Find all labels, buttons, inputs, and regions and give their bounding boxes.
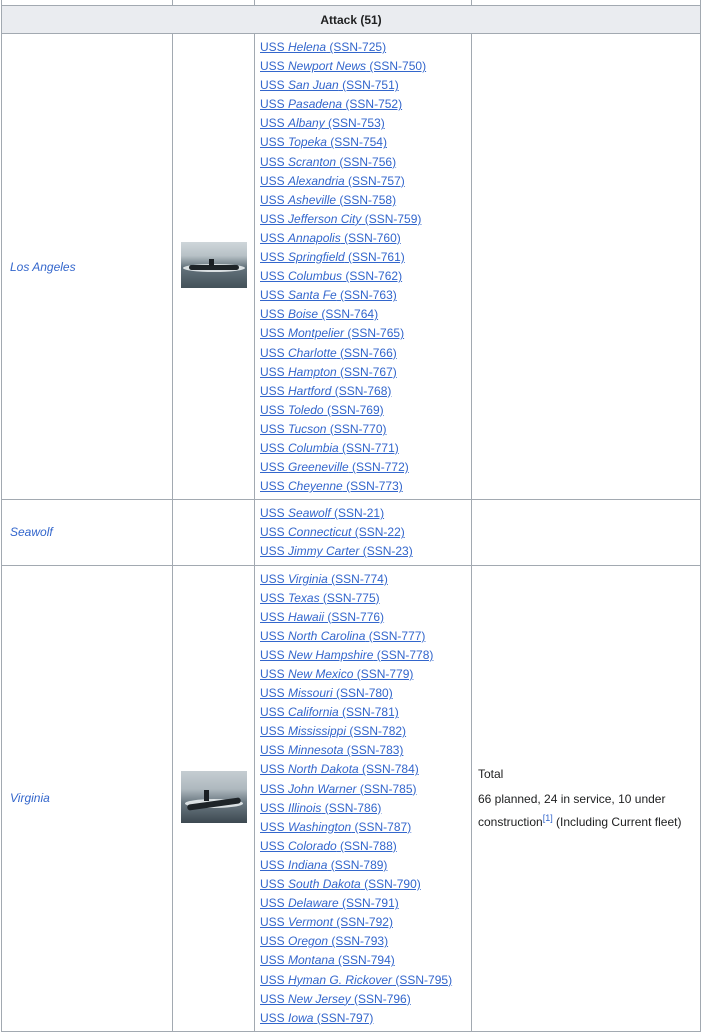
ship-name: Virginia [288, 571, 328, 586]
ship-name: Montpelier [288, 326, 345, 341]
ship-name: San Juan [288, 78, 339, 93]
ship-name: Cheyenne [288, 479, 343, 494]
ship-link[interactable] [260, 210, 471, 229]
hull-number: (SSN-751) [338, 78, 399, 93]
fleet-status-text: 66 planned, 24 in service, 10 under construction [478, 791, 666, 829]
ship-name: Oregon [288, 934, 329, 949]
ship-name: North Carolina [288, 628, 366, 643]
ship-prefix: USS [260, 857, 289, 872]
ship-name: Albany [288, 116, 325, 131]
ship-name: Helena [288, 40, 327, 54]
ship-name: Illinois [288, 800, 322, 815]
ship-prefix: USS [260, 571, 289, 586]
ship-link[interactable] [260, 76, 471, 95]
hull-number: (SSN-797) [313, 1010, 374, 1025]
ship-prefix: USS [260, 915, 289, 930]
ship-link[interactable] [260, 799, 471, 818]
ship-prefix: USS [260, 460, 289, 475]
ship-prefix: USS [260, 896, 289, 911]
ship-name: New Jersey [288, 991, 351, 1006]
ship-prefix: USS [260, 934, 289, 949]
ship-prefix: USS [260, 838, 289, 853]
ship-prefix: USS [260, 525, 289, 540]
ship-name: Hartford [288, 383, 332, 398]
ship-link[interactable] [260, 286, 471, 305]
ship-name: Seawolf [288, 506, 331, 521]
ship-link[interactable] [260, 95, 471, 114]
hull-number: (SSN-759) [361, 211, 422, 226]
ship-link[interactable] [260, 458, 471, 477]
ship-name: Hampton [288, 364, 337, 379]
image-cell [173, 565, 255, 1031]
hull-number: (SSN-758) [336, 192, 397, 207]
hull-number: (SSN-752) [342, 97, 403, 112]
ship-link[interactable] [260, 172, 471, 191]
hull-number: (SSN-778) [373, 647, 434, 662]
ship-list [255, 500, 472, 565]
ship-name: Iowa [288, 1010, 314, 1025]
hull-number: (SSN-784) [358, 762, 419, 777]
ship-prefix: USS [260, 609, 289, 624]
hull-number: (SSN-789) [327, 857, 388, 872]
ship-name: Hawaii [288, 609, 325, 624]
ship-prefix: USS [260, 819, 289, 834]
ship-prefix: USS [260, 154, 289, 169]
hull-number: (SSN-791) [338, 896, 399, 911]
ship-link[interactable] [260, 344, 471, 363]
ship-name: Missouri [288, 686, 333, 701]
ship-prefix: USS [260, 364, 289, 379]
ship-link[interactable] [260, 229, 471, 248]
ship-prefix: USS [260, 628, 289, 643]
ship-link[interactable] [260, 760, 471, 779]
ship-prefix: USS [260, 135, 289, 150]
hull-number: (SSN-768) [331, 383, 392, 398]
ship-link[interactable] [260, 133, 471, 152]
ship-prefix: USS [260, 40, 289, 54]
ship-link[interactable] [260, 913, 471, 932]
ship-prefix: USS [260, 762, 289, 777]
submarine-photo[interactable] [181, 771, 247, 823]
class-link-seawolf[interactable]: Seawolf [10, 525, 53, 540]
ship-name: Washington [288, 819, 352, 834]
ship-link[interactable] [260, 608, 471, 627]
ship-name: California [288, 705, 339, 720]
hull-number: (SSN-776) [324, 609, 385, 624]
ship-prefix: USS [260, 345, 289, 360]
total-label: Total [478, 766, 504, 781]
ship-name: Vermont [288, 915, 333, 930]
ship-name: Delaware [288, 896, 339, 911]
ship-prefix: USS [260, 781, 289, 796]
hull-number: (SSN-792) [332, 915, 393, 930]
ship-name: Colorado [288, 838, 337, 853]
hull-number: (SSN-761) [344, 250, 405, 265]
hull-number: (SSN-782) [346, 724, 407, 739]
ship-link[interactable] [260, 38, 471, 57]
class-cell [2, 565, 173, 1031]
hull-number: (SSN-794) [334, 953, 395, 968]
hull-number: (SSN-775) [319, 590, 380, 605]
ship-name: Boise [288, 307, 319, 322]
hull-number: (SSN-753) [324, 116, 385, 131]
ship-name: Greeneville [288, 460, 349, 475]
ship-prefix: USS [260, 972, 289, 987]
ship-name: North Dakota [288, 762, 359, 777]
ship-link[interactable] [260, 477, 471, 496]
ship-name: Montana [288, 953, 335, 968]
ship-name: Columbus [288, 269, 343, 284]
ship-name: Scranton [288, 154, 337, 169]
ship-link[interactable] [260, 324, 471, 343]
ship-link[interactable] [260, 837, 471, 856]
hull-number: (SSN-21) [330, 506, 385, 521]
ship-name: Tucson [288, 421, 327, 436]
fleet-note: (Including Current fleet) [552, 814, 682, 829]
hull-number: (SSN-767) [336, 364, 397, 379]
ship-prefix: USS [260, 1010, 289, 1025]
hull-number: (SSN-754) [326, 135, 387, 150]
class-row-virginia [2, 565, 701, 1031]
ship-name: Hyman G. Rickover [288, 972, 393, 987]
section-header: Attack (51) [2, 6, 701, 34]
ship-name: Topeka [288, 135, 327, 150]
ship-list [255, 34, 472, 500]
ship-link[interactable] [260, 305, 471, 324]
hull-number: (SSN-22) [351, 525, 405, 540]
ship-link[interactable] [260, 542, 471, 561]
hull-number: (SSN-779) [353, 667, 414, 681]
ship-prefix: USS [260, 383, 289, 398]
ship-link[interactable] [260, 780, 471, 799]
ship-link[interactable] [260, 382, 471, 401]
class-cell [2, 34, 173, 500]
class-row-los-angeles [2, 34, 701, 500]
notes-cell [472, 565, 701, 1031]
ship-name: Texas [288, 590, 320, 605]
section-header-row [2, 6, 701, 34]
ship-name: Connecticut [288, 525, 352, 540]
ship-prefix: USS [260, 705, 289, 720]
ship-link[interactable] [260, 401, 471, 420]
ship-prefix: USS [260, 544, 289, 559]
ship-link[interactable] [260, 363, 471, 382]
ship-link[interactable] [260, 741, 471, 760]
ship-name: Indiana [288, 857, 328, 872]
ship-name: Minnesota [288, 743, 344, 758]
ship-prefix: USS [260, 173, 289, 188]
ship-link[interactable] [260, 894, 471, 913]
ship-link[interactable] [260, 646, 471, 665]
hull-number: (SSN-787) [351, 819, 412, 834]
ship-link[interactable] [260, 1009, 471, 1028]
ship-prefix: USS [260, 724, 289, 739]
ship-link[interactable] [260, 971, 471, 990]
ship-prefix: USS [260, 421, 289, 436]
ship-prefix: USS [260, 211, 289, 226]
hull-number: (SSN-795) [392, 972, 453, 987]
ship-prefix: USS [260, 116, 289, 131]
hull-number: (SSN-765) [344, 326, 405, 341]
ship-link[interactable] [260, 420, 471, 439]
ship-link[interactable] [260, 684, 471, 703]
hull-number: (SSN-760) [340, 230, 401, 245]
fleet-status [478, 790, 694, 832]
image-cell [173, 500, 255, 565]
ship-prefix: USS [260, 590, 289, 605]
ship-prefix: USS [260, 743, 289, 758]
ship-link[interactable] [260, 932, 471, 951]
ship-prefix: USS [260, 326, 289, 341]
ship-prefix: USS [260, 877, 289, 892]
ship-name: Springfield [288, 250, 345, 265]
ship-link[interactable] [260, 990, 471, 1009]
class-link-virginia[interactable]: Virginia [10, 791, 50, 806]
hull-number: (SSN-769) [323, 402, 384, 417]
hull-number: (SSN-764) [318, 307, 379, 322]
ship-link[interactable] [260, 722, 471, 741]
hull-number: (SSN-788) [336, 838, 397, 853]
ship-name: New Hampshire [288, 647, 374, 662]
hull-number: (SSN-770) [326, 421, 387, 436]
hull-number: (SSN-774) [327, 571, 388, 586]
ship-link[interactable] [260, 248, 471, 267]
ship-prefix: USS [260, 78, 289, 93]
ship-name: New Mexico [288, 667, 354, 681]
hull-number: (SSN-786) [321, 800, 382, 815]
ship-link[interactable] [260, 570, 471, 589]
hull-number: (SSN-790) [360, 877, 421, 892]
ship-link[interactable] [260, 267, 471, 286]
ship-prefix: USS [260, 991, 289, 1006]
ship-link[interactable] [260, 114, 471, 133]
ship-prefix: USS [260, 192, 289, 207]
ship-link[interactable] [260, 627, 471, 646]
hull-number: (SSN-781) [338, 705, 399, 720]
ship-prefix: USS [260, 953, 289, 968]
hull-number: (SSN-793) [328, 934, 389, 949]
ship-name: Jefferson City [288, 211, 362, 226]
ship-name: Toledo [288, 402, 324, 417]
image-cell [173, 34, 255, 500]
hull-number: (SSN-23) [359, 544, 413, 559]
ship-name: Annapolis [288, 230, 341, 245]
hull-number: (SSN-796) [350, 991, 411, 1006]
hull-number: (SSN-766) [336, 345, 397, 360]
hull-number: (SSN-763) [336, 288, 397, 303]
ship-name: Mississippi [288, 724, 347, 739]
ship-name: Asheville [288, 192, 337, 207]
ship-prefix: USS [260, 479, 289, 494]
ship-name: Newport News [288, 59, 367, 74]
class-row-seawolf [2, 500, 701, 565]
ship-name: Alexandria [288, 173, 345, 188]
submarine-photo[interactable] [181, 242, 247, 288]
ship-prefix: USS [260, 288, 289, 303]
ship-link[interactable] [260, 703, 471, 722]
submarine-table [1, 0, 701, 1032]
ship-prefix: USS [260, 307, 289, 322]
hull-number: (SSN-762) [342, 269, 403, 284]
hull-number: (SSN-771) [338, 440, 399, 455]
ship-link[interactable] [260, 57, 471, 76]
hull-number: (SSN-756) [336, 154, 397, 169]
ship-prefix: USS [260, 250, 289, 265]
hull-number: (SSN-772) [348, 460, 409, 475]
ship-name: Columbia [288, 440, 339, 455]
ship-list [255, 565, 472, 1031]
ship-name: South Dakota [288, 877, 361, 892]
ship-link[interactable] [260, 951, 471, 970]
ship-prefix: USS [260, 230, 289, 245]
ship-prefix: USS [260, 402, 289, 417]
hull-number: (SSN-777) [365, 628, 426, 643]
ship-link[interactable] [260, 523, 471, 542]
ship-prefix: USS [260, 440, 289, 455]
class-link-los-angeles[interactable]: Los Angeles [10, 259, 76, 274]
hull-number: (SSN-750) [366, 59, 427, 74]
class-cell [2, 500, 173, 565]
hull-number: (SSN-757) [344, 173, 405, 188]
ship-link[interactable] [260, 191, 471, 210]
ship-name: Jimmy Carter [288, 544, 360, 559]
ship-link[interactable] [260, 818, 471, 837]
ship-prefix: USS [260, 800, 289, 815]
hull-number: (SSN-785) [356, 781, 417, 796]
ship-link[interactable] [260, 439, 471, 458]
notes-cell [472, 500, 701, 565]
ship-link[interactable] [260, 153, 471, 172]
ship-link[interactable] [260, 875, 471, 894]
ship-name: Charlotte [288, 345, 337, 360]
ship-name: Santa Fe [288, 288, 337, 303]
ship-prefix: USS [260, 506, 289, 521]
ship-name: Pasadena [288, 97, 343, 112]
ship-prefix: USS [260, 667, 289, 681]
ship-prefix: USS [260, 269, 289, 284]
notes-cell [472, 34, 701, 500]
ship-link[interactable] [260, 589, 471, 608]
ship-prefix: USS [260, 686, 289, 701]
hull-number: (SSN-725) [326, 40, 387, 54]
ship-prefix: USS [260, 59, 289, 74]
ship-link[interactable] [260, 504, 471, 523]
hull-number: (SSN-783) [343, 743, 404, 758]
ship-prefix: USS [260, 647, 289, 662]
ship-name: John Warner [288, 781, 357, 796]
ship-link[interactable] [260, 665, 471, 684]
ship-link[interactable] [260, 856, 471, 875]
ship-prefix: USS [260, 97, 289, 112]
hull-number: (SSN-780) [332, 686, 393, 701]
hull-number: (SSN-773) [342, 479, 403, 494]
reference-link[interactable]: [1] [542, 812, 553, 823]
